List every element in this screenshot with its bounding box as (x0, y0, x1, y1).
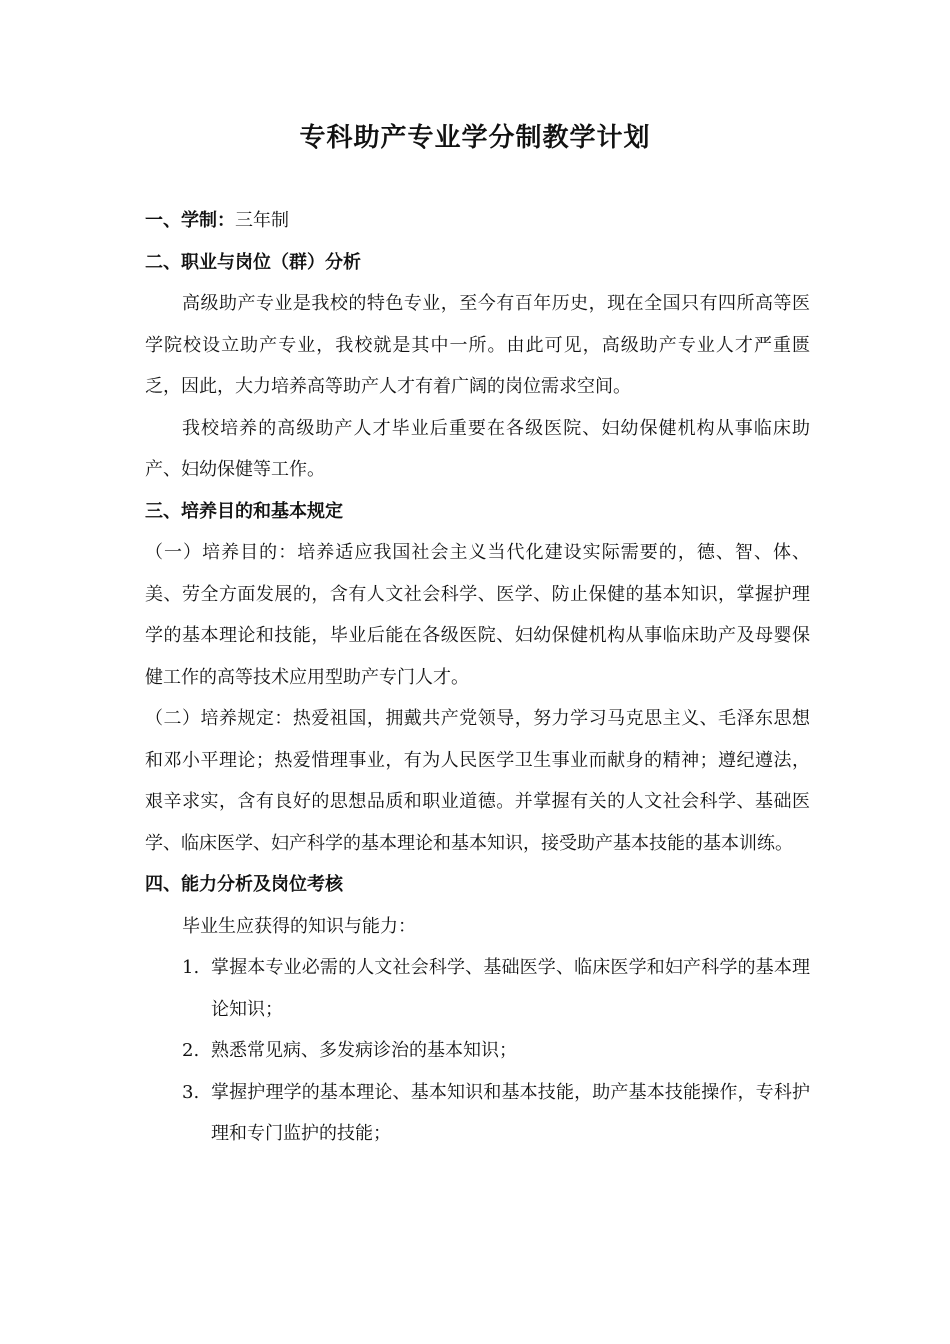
list-item-number: 2. (182, 1040, 200, 1061)
section-1-line (145, 200, 810, 242)
section-4-heading: 四、能力分析及岗位考核 (145, 874, 343, 895)
document-body (145, 200, 810, 1155)
list-item (145, 1072, 810, 1155)
list-item-text: 掌握护理学的基本理论、基本知识和基本技能，助产基本技能操作，专科护理和专门监护的技能； (211, 1081, 810, 1144)
list-item-number: 1. (182, 957, 200, 978)
list-item (145, 947, 810, 1030)
section-1-value: 三年制 (235, 210, 289, 231)
section-3-heading: 三、培养目的和基本规定 (145, 500, 343, 522)
list-item-number: 3. (182, 1081, 200, 1103)
section-4-intro: 毕业生应获得的知识与能力： (182, 915, 416, 937)
section-2-paragraph-2: 我校培养的高级助产人才毕业后重要在各级医院、妇幼保健机构从事临床助产、妇幼保健等工作。 (145, 417, 810, 480)
list-item-text: 熟悉常见病、多发病诊治的基本知识； (211, 1040, 517, 1061)
ability-list (145, 947, 810, 1155)
section-3-paragraph-2: （二）培养规定：热爱祖国，拥戴共产党领导，努力学习马克思主义、毛泽东思想和邓小平理论；热爱惜理事业，有为人民医学卫生事业而献身的精神；遵纪遵法，艰辛求实，含有良好的思想品质和职业道德。并掌握有关的人文社会科学、基础医学、临床医学、妇产科学的基本理论和基本知识，接受助产基本技能的基本训练。 (145, 708, 810, 854)
section-2-heading: 二、职业与岗位（群）分析 (145, 251, 361, 273)
section-2-paragraph-1: 高级助产专业是我校的特色专业，至今有百年历史，现在全国只有四所高等医学院校设立助产专业，我校就是其中一所。由此可见，高级助产专业人才严重匮乏，因此，大力培养高等助产人才有着广阔的岗位需求空间。 (145, 293, 810, 397)
section-1-label: 一、学制： (145, 210, 235, 231)
list-item (145, 1030, 810, 1072)
section-3-paragraph-1: （一）培养目的：培养适应我国社会主义当代化建设实际需要的，德、智、体、美、劳全方面发展的，含有人文社会科学、医学、防止保健的基本知识，掌握护理学的基本理论和技能，毕业后能在各级医院、妇幼保健机构从事临床助产及母婴保健工作的高等技术应用型助产专门人才。 (145, 542, 810, 688)
list-item-text: 掌握本专业必需的人文社会科学、基础医学、临床医学和妇产科学的基本理论知识； (211, 957, 810, 1020)
page-title: 专科助产专业学分制教学计划 (299, 123, 651, 153)
